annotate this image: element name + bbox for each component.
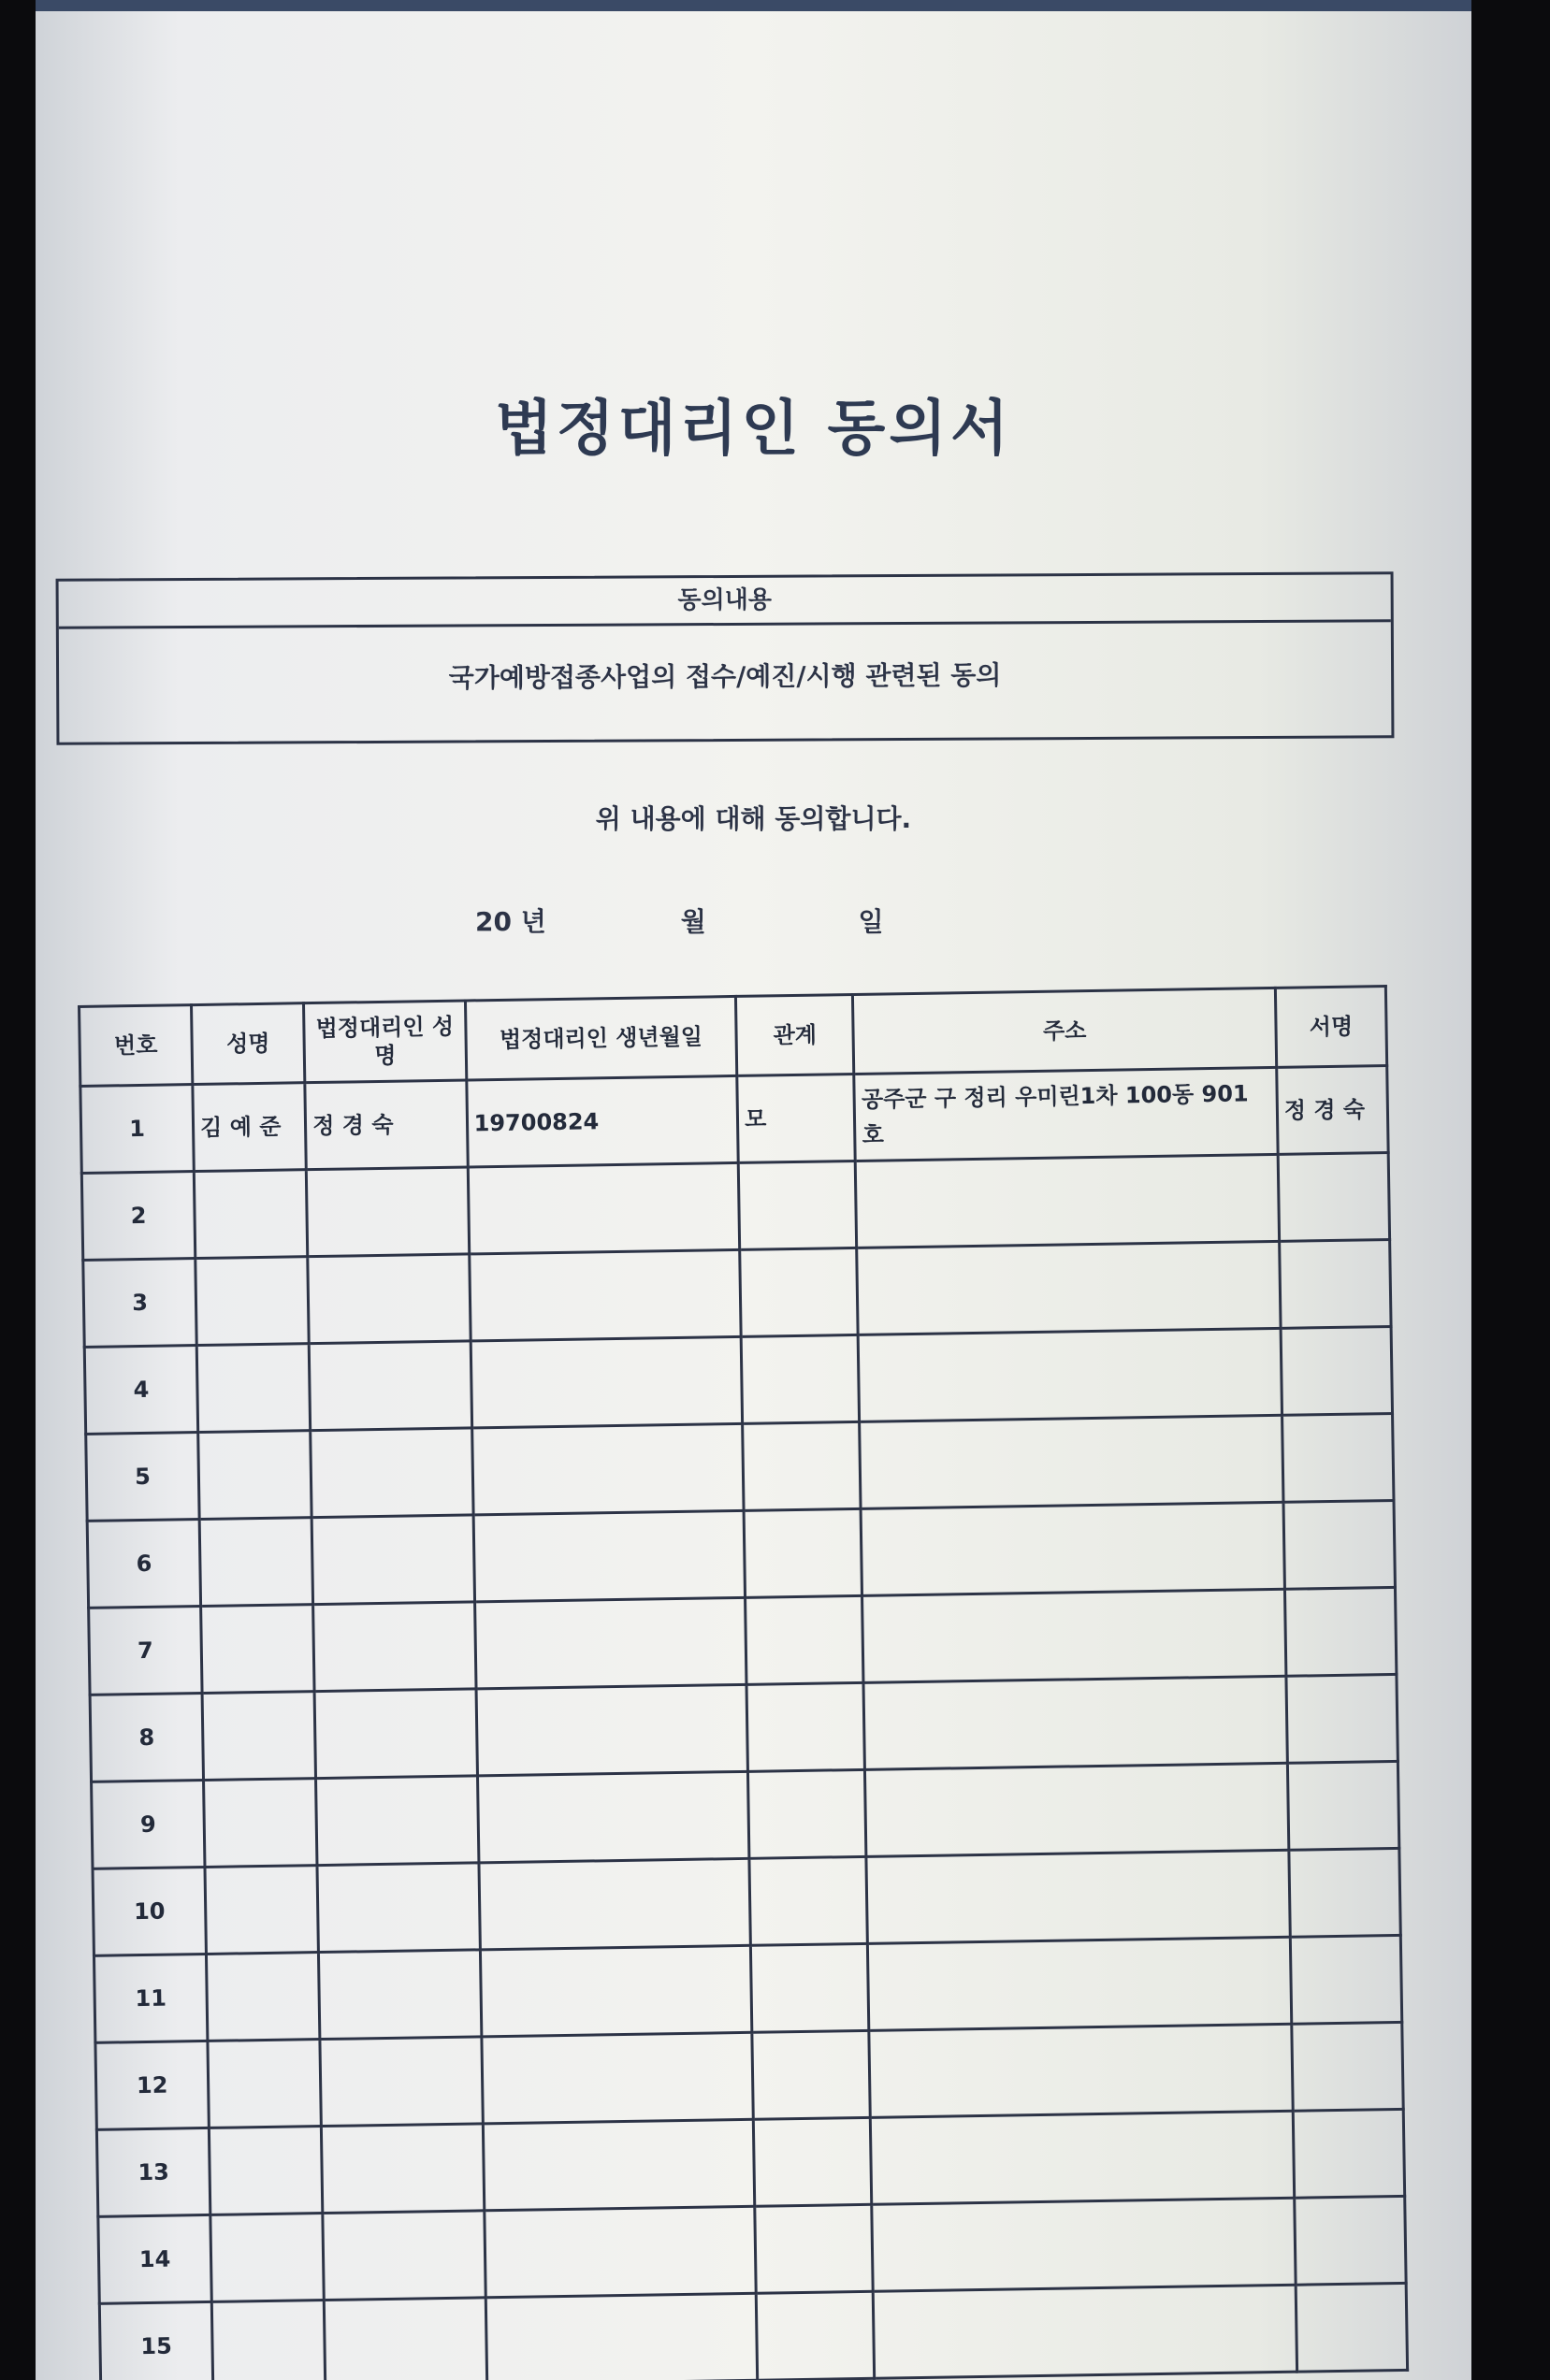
guardian-name-cell [314,1689,477,1779]
row-number-cell: 4 [84,1346,198,1435]
relation-cell [738,1161,857,1249]
guardian-name-cell [323,2211,485,2301]
address-cell [862,1589,1286,1682]
signature-cell [1283,1500,1396,1589]
date-line [475,902,971,939]
child-name-cell [201,1605,315,1694]
relation-cell [743,1421,862,1510]
guardian-birth-cell [477,1771,749,1863]
address-cell [861,1502,1284,1595]
signature-cell [1293,2109,1405,2198]
relation-cell [756,2291,875,2380]
row-number-cell: 15 [99,2301,213,2380]
guardian-name-cell [308,1254,471,1344]
child-name-cell [199,1518,313,1607]
signature-table [78,985,1409,2380]
signature-cell [1296,2283,1408,2372]
child-name-cell [208,2040,322,2128]
signature-cell [1286,1674,1398,1763]
relation-cell [744,1508,862,1597]
signature-cell [1280,1239,1392,1328]
col-header-number: 번호 [80,1005,193,1087]
relation-cell [748,1769,867,1858]
child-name-cell [209,2127,323,2215]
guardian-birth-cell [471,1423,744,1515]
relation-cell [749,1856,868,1945]
col-header-guardian-birth: 법정대리인 생년월일 [465,996,737,1080]
guardian-birth-cell [482,2032,754,2124]
row-number-cell: 9 [92,1780,206,1868]
row-number-cell: 2 [81,1172,196,1261]
guardian-name-cell [311,1428,473,1518]
guardian-birth-cell [473,1510,746,1602]
row-number-cell: 14 [98,2214,212,2303]
col-header-relation: 관계 [736,994,855,1075]
row-number-cell: 12 [95,2041,210,2129]
guardian-birth-cell [483,2119,755,2211]
guardian-birth-cell [474,1597,746,1689]
row-number-cell: 10 [93,1867,207,1955]
relation-cell [746,1595,864,1684]
signature-cell [1284,1587,1397,1676]
guardian-birth-cell [484,2206,756,2298]
child-name-cell [196,1344,311,1433]
row-number-cell: 5 [86,1433,200,1522]
guardian-name-cell [322,2124,485,2214]
address-cell [874,2285,1297,2378]
guardian-birth-cell: 19700824 [466,1075,738,1167]
guardian-name-cell [306,1167,469,1257]
date-year: 20 년 [475,906,546,937]
child-name-cell [198,1431,312,1520]
signature-cell: 정 경 숙 [1277,1066,1389,1155]
consent-content: 국가예방접종사업의 접수/예진/시행 관련된 동의 [448,659,1002,694]
guardian-birth-cell [480,1945,752,2037]
guardian-birth-cell [476,1684,748,1776]
signature-cell [1282,1413,1394,1502]
agree-statement: 위 내용에 대해 동의합니다. [595,803,912,834]
document-page [36,11,1471,2380]
child-name-cell [211,2301,326,2380]
signature-cell [1290,1935,1402,2024]
relation-cell [755,2204,874,2293]
child-name-cell [196,1257,310,1346]
guardian-name-cell [313,1602,476,1692]
guardian-birth-cell [469,1249,741,1341]
signature-cell [1292,2022,1404,2111]
row-number-cell: 3 [83,1259,197,1348]
row-number-cell: 7 [89,1607,203,1695]
child-name-cell [205,1866,319,1954]
guardian-name-cell [319,1950,482,2040]
address-cell [872,2198,1296,2291]
relation-cell [740,1248,859,1336]
address-cell [858,1328,1282,1421]
col-header-guardian-name: 법정대리인 성명 [304,1001,467,1083]
address-cell [856,1154,1280,1248]
document-title: 법정대리인 동의서 [495,395,1012,464]
signature-cell [1281,1326,1393,1415]
row-number-cell: 6 [87,1520,201,1608]
relation-cell [750,1943,869,2032]
guardian-name-cell [317,1863,480,1953]
guardian-name-cell [320,2037,483,2127]
address-cell [857,1241,1281,1334]
row-number-cell: 1 [80,1085,195,1174]
address-cell [869,2024,1293,2117]
relation-cell: 모 [737,1074,856,1162]
row-number-cell: 8 [90,1693,204,1781]
relation-cell [753,2117,872,2206]
guardian-name-cell [311,1515,474,1605]
guardian-name-cell [324,2298,486,2380]
child-name-cell: 김 예 준 [193,1083,307,1172]
col-header-signature: 서명 [1275,987,1386,1068]
guardian-birth-cell [468,1162,740,1254]
guardian-name-cell [316,1776,479,1866]
signature-cell [1287,1761,1399,1850]
child-name-cell [207,1953,321,2041]
address-cell: 공주군 구 정리 우미린1차 100동 901호 [854,1067,1278,1161]
consent-header: 동의내용 [59,574,1391,628]
relation-cell [746,1682,865,1771]
signature-cell [1278,1153,1390,1242]
row-number-cell: 11 [94,1954,208,2042]
relation-cell [752,2030,871,2119]
col-header-name: 성명 [192,1003,305,1085]
child-name-cell [194,1170,308,1259]
address-cell [866,1850,1290,1943]
signature-cell [1295,2196,1407,2285]
child-name-cell [204,1779,318,1868]
guardian-birth-cell [471,1336,743,1428]
address-cell [863,1676,1287,1769]
child-name-cell [202,1692,316,1781]
address-cell [865,1763,1289,1856]
consent-box [56,571,1395,744]
row-number-cell: 13 [96,2128,210,2216]
signature-cell [1289,1848,1401,1937]
address-cell [860,1415,1283,1508]
address-cell [868,1937,1292,2030]
child-name-cell [210,2214,325,2302]
address-cell [871,2111,1295,2204]
guardian-birth-cell [485,2293,758,2380]
guardian-name-cell: 정 경 숙 [305,1080,468,1170]
guardian-name-cell [309,1341,471,1431]
col-header-address: 주소 [853,988,1277,1074]
relation-cell [741,1334,860,1423]
date-day: 일 [858,906,884,937]
date-month: 월 [680,906,706,937]
guardian-birth-cell [479,1858,751,1950]
